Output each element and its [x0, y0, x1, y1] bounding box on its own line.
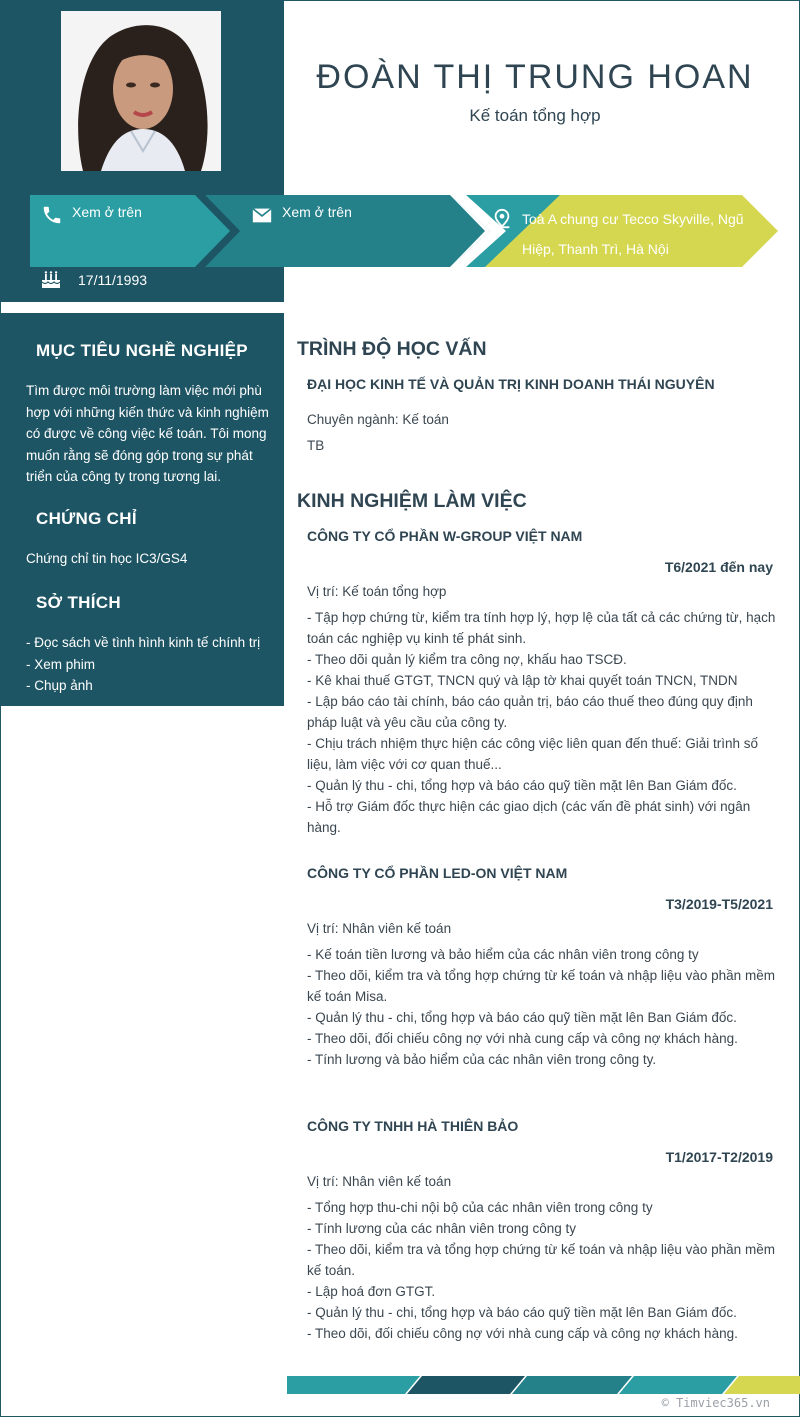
hobby-item: - Xem phim	[26, 656, 96, 672]
envelope-icon	[250, 204, 274, 226]
contact-birthday	[40, 270, 147, 290]
grade: TB	[307, 438, 325, 453]
job-duties	[307, 944, 777, 1070]
duty-item: - Quản lý thu - chi, tổng hợp và báo cáo quỹ tiền mặt lên Ban Giám đốc.	[307, 778, 737, 793]
duty-item: - Chịu trách nhiệm thực hiện các công việc liên quan đến thuế: Giải trình số liệu, làm việc với cơ quan thuế...	[307, 736, 759, 772]
contact-phone	[40, 204, 142, 226]
duty-item: - Theo dõi, đối chiếu công nợ với nhà cung cấp và công nợ khách hàng.	[307, 1326, 738, 1341]
job-period: T1/2017-T2/2019	[665, 1149, 773, 1165]
job-period: T3/2019-T5/2021	[665, 896, 773, 912]
hobby-item: - Đọc sách về tình hình kinh tế chính trị	[26, 635, 261, 650]
job-duties	[307, 1197, 777, 1344]
job-position: Vị trí: Kế toán tổng hợp	[307, 584, 447, 599]
job-company: CÔNG TY CỔ PHẦN W-GROUP VIỆT NAM	[307, 528, 583, 544]
job-position: Vị trí: Nhân viên kế toán	[307, 921, 452, 936]
duty-item: - Hỗ trợ Giám đốc thực hiện các giao dịch (các vấn đề phát sinh) với ngân hàng.	[307, 799, 751, 835]
location-pin-icon	[490, 208, 514, 230]
job-position: Vị trí: Nhân viên kế toán	[307, 1174, 452, 1189]
candidate-name: ĐOÀN THỊ TRUNG HOAN	[316, 58, 754, 96]
duty-item: - Quản lý thu - chi, tổng hợp và báo cáo quỹ tiền mặt lên Ban Giám đốc.	[307, 1305, 737, 1320]
address-value: Toà A chung cư Tecco Skyville, Ngũ Hiệp, Thanh Trì, Hà Nội	[522, 211, 744, 257]
education-heading: TRÌNH ĐỘ HỌC VẤN	[297, 338, 487, 360]
profile-photo	[61, 11, 221, 171]
school-name: ĐẠI HỌC KINH TẾ VÀ QUẢN TRỊ KINH DOANH THÁI NGUYÊN	[307, 376, 715, 392]
job-title: Kế toán tổng hợp	[469, 106, 601, 125]
duty-item: - Kê khai thuế GTGT, TNCN quý và lập tờ khai quyết toán TNCN, TNDN	[307, 673, 738, 688]
job-duties	[307, 607, 777, 838]
objective-heading: MỤC TIÊU NGHỀ NGHIỆP	[36, 341, 248, 360]
email-value: Xem ở trên	[282, 204, 352, 220]
hobbies-heading: SỞ THÍCH	[36, 593, 121, 612]
footer-stripe-bar	[287, 1376, 800, 1394]
copyright-watermark: © Timviec365.vn	[661, 1396, 770, 1410]
duty-item: - Tính lương và bảo hiểm của các nhân viên trong công ty.	[307, 1052, 657, 1067]
duty-item: - Theo dõi quản lý kiểm tra công nợ, khấu hao TSCĐ.	[307, 652, 627, 667]
certificates-text: Chứng chỉ tin học IC3/GS4	[26, 551, 188, 566]
birthday-cake-icon	[40, 270, 62, 290]
job-company: CÔNG TY CỔ PHẦN LED-ON VIỆT NAM	[307, 865, 568, 881]
objective-text: Tìm được môi trường làm việc mới phù hợp với những kiến thức và kinh nghiệm có được về công việc kế toán. Tôi mong muốn rằng sẽ đóng góp trong sự phát triển của công ty trong tương lai.	[26, 383, 269, 484]
phone-value: Xem ở trên	[72, 204, 142, 220]
duty-item: - Lập báo cáo tài chính, báo cáo quản trị, báo cáo thuế theo đúng quy định pháp luật và yêu cầu của công ty.	[307, 694, 753, 730]
experience-heading: KINH NGHIỆM LÀM VIỆC	[297, 490, 527, 512]
hobbies-list	[26, 632, 276, 697]
left-sidebar	[0, 313, 284, 706]
contact-email	[250, 204, 352, 226]
duty-item: - Quản lý thu - chi, tổng hợp và báo cáo quỹ tiền mặt lên Ban Giám đốc.	[307, 1010, 737, 1025]
major: Chuyên ngành: Kế toán	[307, 412, 449, 427]
duty-item: - Tập hợp chứng từ, kiểm tra tính hợp lý, hợp lệ của tất cả các chứng từ, hạch toán các nghiệp vụ kinh tế phát sinh.	[307, 610, 776, 646]
job-period: T6/2021 đến nay	[664, 559, 773, 575]
phone-icon	[40, 204, 64, 226]
birthday-value: 17/11/1993	[78, 272, 148, 288]
duty-item: - Tổng hợp thu-chi nội bộ của các nhân viên trong công ty	[307, 1200, 653, 1215]
certificates-heading: CHỨNG CHỈ	[36, 509, 137, 528]
duty-item: - Theo dõi, đối chiếu công nợ với nhà cung cấp và công nợ khách hàng.	[307, 1031, 738, 1046]
duty-item: - Tính lương của các nhân viên trong công ty	[307, 1221, 577, 1236]
hobby-item: - Chụp ảnh	[26, 678, 93, 693]
duty-item: - Kế toán tiền lương và bảo hiểm của các nhân viên trong công ty	[307, 947, 699, 962]
job-company: CÔNG TY TNHH HÀ THIÊN BẢO	[307, 1118, 519, 1134]
duty-item: - Lập hoá đơn GTGT.	[307, 1284, 436, 1299]
duty-item: - Theo dõi, kiểm tra và tổng hợp chứng từ kế toán và nhập liệu vào phần mềm kế toán.	[307, 1242, 775, 1278]
contact-address	[490, 204, 770, 264]
duty-item: - Theo dõi, kiểm tra và tổng hợp chứng từ kế toán và nhập liệu vào phần mềm kế toán Misa.	[307, 968, 775, 1004]
